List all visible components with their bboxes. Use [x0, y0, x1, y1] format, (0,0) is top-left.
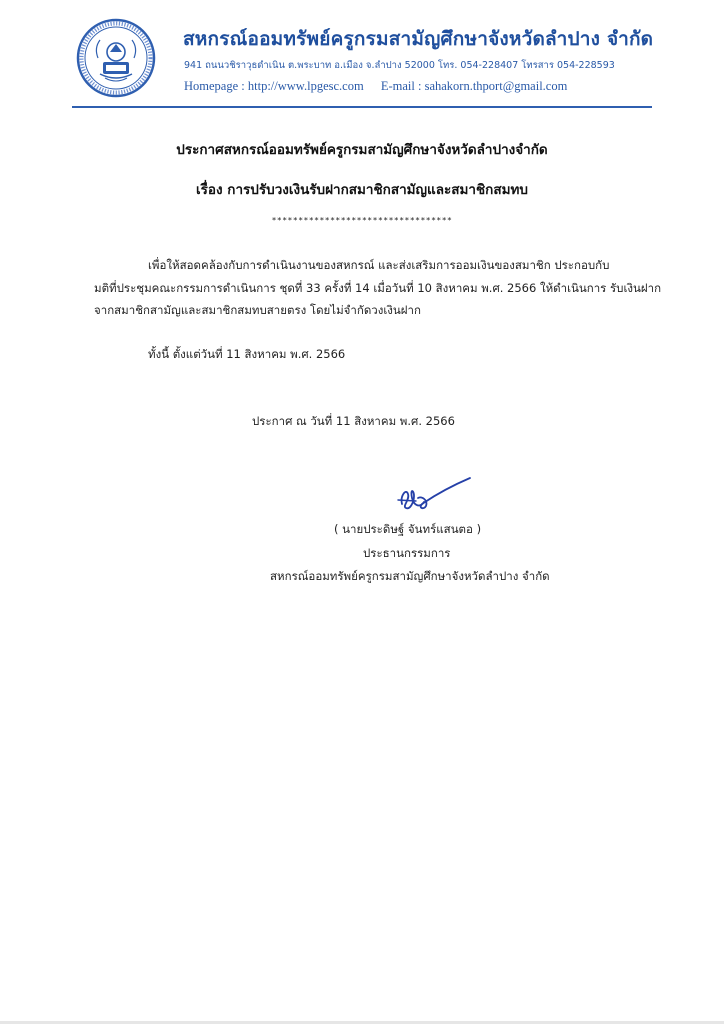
homepage-link[interactable]: Homepage : http://www.lpgesc.com — [184, 79, 364, 93]
email-link[interactable]: E-mail : sahakorn.thport@gmail.com — [380, 79, 568, 93]
header-divider — [72, 106, 652, 108]
org-contact-line — [184, 79, 567, 94]
effective-date: ทั้งนี้ ตั้งแต่วันที่ 11 สิงหาคม พ.ศ. 2566 — [148, 347, 346, 361]
signer-position: ประธานกรรมการ — [363, 546, 451, 560]
body-line-1: เพื่อให้สอดคล้องกับการดำเนินงานของสหกรณ์ และส่งเสริมการออมเงินของสมาชิก ประกอบกับ — [148, 258, 610, 272]
handwritten-signature — [392, 474, 474, 514]
announcement-subject: เรื่อง การปรับวงเงินรับฝากสมาชิกสามัญและสมาชิกสมทบ — [196, 182, 528, 198]
org-address: 941 ถนนวชิราวุธดำเนิน ต.พระบาท อ.เมือง จ.ลำปาง 52000 โทร. 054-228407 โทรสาร 054-228593 — [184, 60, 615, 71]
body-line-2: มติที่ประชุมคณะกรรมการดำเนินการ ชุดที่ 33 ครั้งที่ 14 เมื่อวันที่ 10 สิงหาคม พ.ศ. 2566 ให้ดำเนินการ รับเงินฝาก — [94, 281, 662, 295]
body-line-3: จากสมาชิกสามัญและสมาชิกสมทบสายตรง โดยไม่จำกัดวงเงินฝาก — [94, 303, 421, 317]
signer-name: ( นายประดิษฐ์ จันทร์แสนตอ ) — [334, 522, 482, 536]
signer-organization: สหกรณ์ออมทรัพย์ครูกรมสามัญศึกษาจังหวัดลำปาง จำกัด — [270, 569, 550, 583]
announcement-title: ประกาศสหกรณ์ออมทรัพย์ครูกรมสามัญศึกษาจังหวัดลำปางจำกัด — [176, 142, 548, 158]
separator-stars: ********************************** — [271, 216, 453, 225]
cooperative-seal-logo — [76, 18, 156, 98]
org-name: สหกรณ์ออมทรัพย์ครูกรมสามัญศึกษาจังหวัดลำปาง จำกัด — [183, 28, 654, 50]
announcement-date: ประกาศ ณ วันที่ 11 สิงหาคม พ.ศ. 2566 — [252, 414, 455, 428]
